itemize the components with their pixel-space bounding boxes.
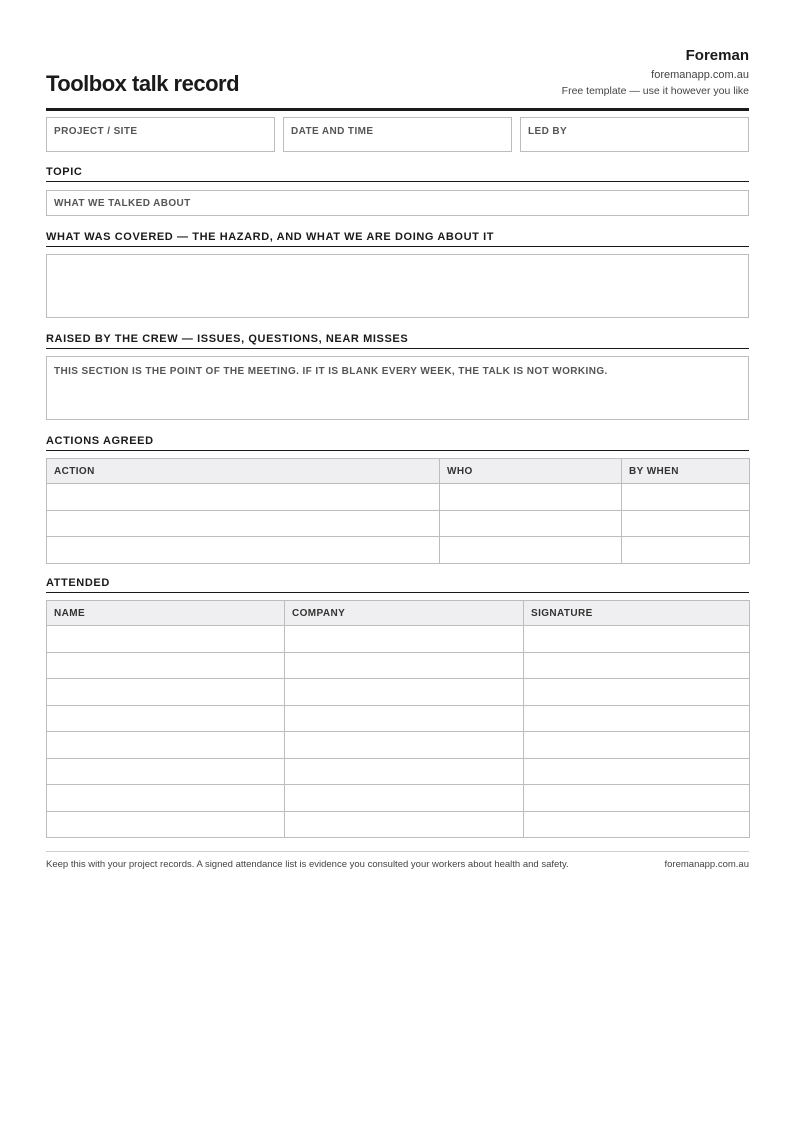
company-cell[interactable]	[285, 705, 524, 732]
table-row	[47, 652, 750, 679]
name-column-header: NAME	[47, 601, 285, 626]
actions-heading: ACTIONS AGREED	[46, 435, 749, 451]
company-cell[interactable]	[285, 732, 524, 759]
toolbox-talk-form	[46, 0, 749, 870]
company-cell[interactable]	[285, 785, 524, 812]
by-when-cell[interactable]	[622, 484, 750, 511]
table-row	[47, 705, 750, 732]
page-title: Toolbox talk record	[46, 71, 240, 96]
topic-field[interactable]	[46, 190, 749, 216]
brand-name: Foreman	[685, 47, 749, 64]
signature-cell[interactable]	[524, 811, 750, 838]
project-site-label: PROJECT / SITE	[54, 126, 138, 137]
name-cell[interactable]	[47, 732, 285, 759]
name-cell[interactable]	[47, 626, 285, 653]
attendance-table	[46, 600, 750, 838]
actions-body	[47, 484, 750, 564]
actions-table	[46, 458, 750, 564]
template-tagline: Free template — use it however you like	[561, 85, 749, 97]
topic-heading: TOPIC	[46, 166, 749, 182]
table-row	[47, 626, 750, 653]
company-cell[interactable]	[285, 626, 524, 653]
by-when-cell[interactable]	[622, 510, 750, 537]
who-cell[interactable]	[440, 484, 622, 511]
project-site-field[interactable]	[46, 117, 275, 152]
table-row	[47, 484, 750, 511]
covered-heading: WHAT WAS COVERED — THE HAZARD, AND WHAT WE ARE DOING ABOUT IT	[46, 231, 749, 247]
company-cell[interactable]	[285, 811, 524, 838]
signature-column-header: SIGNATURE	[524, 601, 750, 626]
form-header	[46, 0, 749, 111]
company-column-header: COMPANY	[285, 601, 524, 626]
attended-heading: ATTENDED	[46, 577, 749, 593]
company-cell[interactable]	[285, 652, 524, 679]
date-time-label: DATE AND TIME	[291, 126, 374, 137]
attendance-header-row	[47, 601, 750, 626]
action-cell[interactable]	[47, 537, 440, 564]
table-row	[47, 510, 750, 537]
signature-cell[interactable]	[524, 626, 750, 653]
table-row	[47, 785, 750, 812]
signature-cell[interactable]	[524, 758, 750, 785]
table-row	[47, 758, 750, 785]
table-row	[47, 537, 750, 564]
footer-url: foremanapp.com.au	[664, 859, 749, 870]
action-column-header: ACTION	[47, 459, 440, 484]
signature-cell[interactable]	[524, 652, 750, 679]
topic-placeholder: WHAT WE TALKED ABOUT	[54, 198, 191, 209]
name-cell[interactable]	[47, 705, 285, 732]
action-cell[interactable]	[47, 484, 440, 511]
brand-url: foremanapp.com.au	[651, 69, 749, 81]
table-row	[47, 732, 750, 759]
who-column-header: WHO	[440, 459, 622, 484]
footer-note: Keep this with your project records. A signed attendance list is evidence you consulted your workers about health and safety.	[46, 859, 569, 870]
signature-cell[interactable]	[524, 732, 750, 759]
raised-field[interactable]	[46, 356, 749, 420]
raised-heading: RAISED BY THE CREW — ISSUES, QUESTIONS, NEAR MISSES	[46, 333, 749, 349]
raised-hint: THIS SECTION IS THE POINT OF THE MEETING. IF IT IS BLANK EVERY WEEK, THE TALK IS NOT WORKING.	[54, 366, 608, 377]
signature-cell[interactable]	[524, 785, 750, 812]
name-cell[interactable]	[47, 679, 285, 706]
signature-cell[interactable]	[524, 705, 750, 732]
covered-field[interactable]	[46, 254, 749, 318]
by-when-column-header: BY WHEN	[622, 459, 750, 484]
name-cell[interactable]	[47, 785, 285, 812]
who-cell[interactable]	[440, 510, 622, 537]
name-cell[interactable]	[47, 652, 285, 679]
name-cell[interactable]	[47, 811, 285, 838]
company-cell[interactable]	[285, 679, 524, 706]
attendance-body	[47, 626, 750, 838]
footer-divider	[46, 851, 749, 852]
info-fields-row	[46, 117, 749, 152]
action-cell[interactable]	[47, 510, 440, 537]
table-row	[47, 811, 750, 838]
company-cell[interactable]	[285, 758, 524, 785]
actions-header-row	[47, 459, 750, 484]
led-by-field[interactable]	[520, 117, 749, 152]
table-row	[47, 679, 750, 706]
who-cell[interactable]	[440, 537, 622, 564]
date-time-field[interactable]	[283, 117, 512, 152]
name-cell[interactable]	[47, 758, 285, 785]
led-by-label: LED BY	[528, 126, 568, 137]
signature-cell[interactable]	[524, 679, 750, 706]
by-when-cell[interactable]	[622, 537, 750, 564]
